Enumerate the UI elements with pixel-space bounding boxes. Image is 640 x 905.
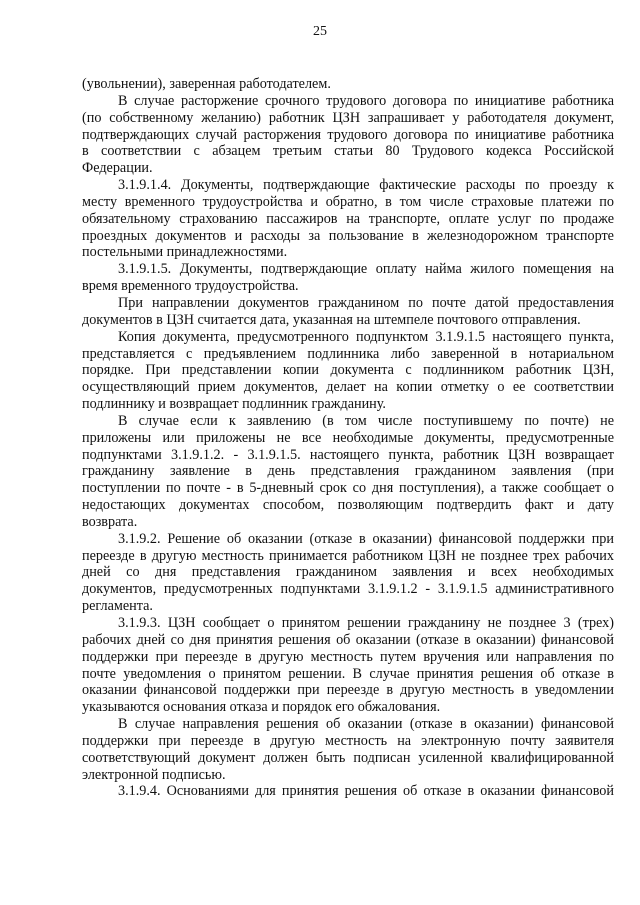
text-line: проездных документов и расходы за пользование в железнодорожном транспорте — [82, 227, 614, 244]
text-line: рабочих дней со дня принятия решения об оказании (отказе в оказании) финансовой — [82, 631, 614, 648]
text-line: в соответствии с абзацем третьим статьи 80 Трудового кодекса Российской — [82, 143, 614, 160]
text-line: постельными принадлежностями. — [82, 244, 288, 261]
text-line: 3.1.9.2. Решение об оказании (отказе в оказании) финансовой поддержки при — [118, 530, 614, 547]
paragraph — [82, 93, 614, 177]
paragraph — [82, 76, 614, 93]
text-line: 3.1.9.1.4. Документы, подтверждающие фактические расходы по проезду к — [118, 177, 614, 194]
text-line: соответствующий документ должен быть подписан усиленной квалифицированной — [82, 749, 614, 766]
paragraph — [82, 716, 614, 783]
text-line: осуществляющий прием документов, делает на копии отметку о ее соответствии — [82, 379, 614, 396]
text-line: подпунктами 3.1.9.1.2. - 3.1.9.1.5. настоящего пункта, работник ЦЗН возвращает — [82, 446, 614, 463]
text-line: указываются основания отказа и порядок его обжалования. — [82, 699, 441, 716]
text-line: возврата. — [82, 513, 138, 530]
text-line: В случае направления решения об оказании (отказе в оказании) финансовой — [118, 716, 614, 733]
paragraph — [82, 295, 614, 329]
text-line: 3.1.9.4. Основаниями для принятия решения об отказе в оказании финансовой — [118, 783, 614, 800]
text-line: представляется с предъявлением подлинника либо заверенной в нотариальном — [82, 345, 614, 362]
paragraph — [82, 177, 614, 261]
text-line: документов в ЦЗН считается дата, указанная на штемпеле почтового отправления. — [82, 311, 581, 328]
text-line: месту временного трудоустройства и обратно, в том числе страховые платежи по — [82, 193, 614, 210]
text-line: 3.1.9.3. ЦЗН сообщает о принятом решении гражданину не позднее 3 (трех) — [118, 615, 614, 631]
text-line: подлиннику и возвращает подлинник гражданину. — [82, 396, 386, 413]
text-line: В случае если к заявлению (в том числе поступившему по почте) не — [118, 412, 614, 429]
text-line: поддержки при переезде в другую местность на электронную почту заявителя — [82, 732, 614, 749]
text-line: (увольнении), заверенная работодателем. — [82, 76, 331, 92]
paragraph — [82, 329, 614, 413]
text-line: 3.1.9.1.5. Документы, подтверждающие оплату найма жилого помещения на — [118, 261, 614, 278]
text-line: документов, предусмотренных подпунктами 3.1.9.1.2 - 3.1.9.1.5 административного — [82, 581, 614, 598]
text-line: почте уведомления о принятом решении. В случае принятия решения об отказе в — [82, 665, 614, 682]
text-line: В случае расторжение срочного трудового договора по инициативе работника — [118, 92, 614, 109]
text-line: поступлении по почте - в 5-дневный срок со дня поступления), а также сообщает о — [82, 480, 614, 497]
text-line: оказании финансовой поддержки при переезде в другую местность в уведомлении — [82, 682, 614, 699]
text-line: Копия документа, предусмотренного подпунктом 3.1.9.1.5 настоящего пункта, — [118, 328, 614, 345]
text-line: электронной подписью. — [82, 766, 226, 783]
paragraph — [82, 413, 614, 531]
text-line: недостающих документах способом, позволяющим подтвердить факт и дату — [82, 497, 614, 514]
text-line: гражданину заявление в день представления гражданином заявления (при — [82, 463, 614, 480]
text-line: подтверждающих случай расторжения трудового договора по инициативе работника — [82, 126, 614, 143]
paragraph — [82, 531, 614, 615]
text-line: дней со дня представления гражданином заявления и всех необходимых — [82, 564, 614, 581]
paragraph — [82, 783, 614, 800]
text-line: поддержки при переезде в другую местность путем вручения или направления по — [82, 648, 614, 665]
text-line: регламента. — [82, 598, 153, 615]
text-line: Федерации. — [82, 160, 153, 177]
text-line: приложены или приложены не все необходимые документы, предусмотренные — [82, 429, 614, 446]
text-line: время временного трудоустройства. — [82, 278, 299, 295]
page-number: 25 — [313, 24, 327, 39]
text-line: порядке. При представлении копии документа с подлинником работник ЦЗН, — [82, 362, 614, 379]
text-line: (по собственному желанию) работник ЦЗН запрашивает у работодателя документ, — [82, 109, 614, 126]
text-line: обязательному страхованию пассажиров на транспорте, оплате услуг по продаже — [82, 210, 614, 227]
document-body — [82, 76, 614, 800]
text-line: переезде в другую местность принимается работником ЦЗН не позднее трех рабочих — [82, 547, 614, 564]
text-line: При направлении документов гражданином по почте датой предоставления — [118, 294, 614, 311]
paragraph — [82, 261, 614, 295]
paragraph — [82, 615, 614, 716]
